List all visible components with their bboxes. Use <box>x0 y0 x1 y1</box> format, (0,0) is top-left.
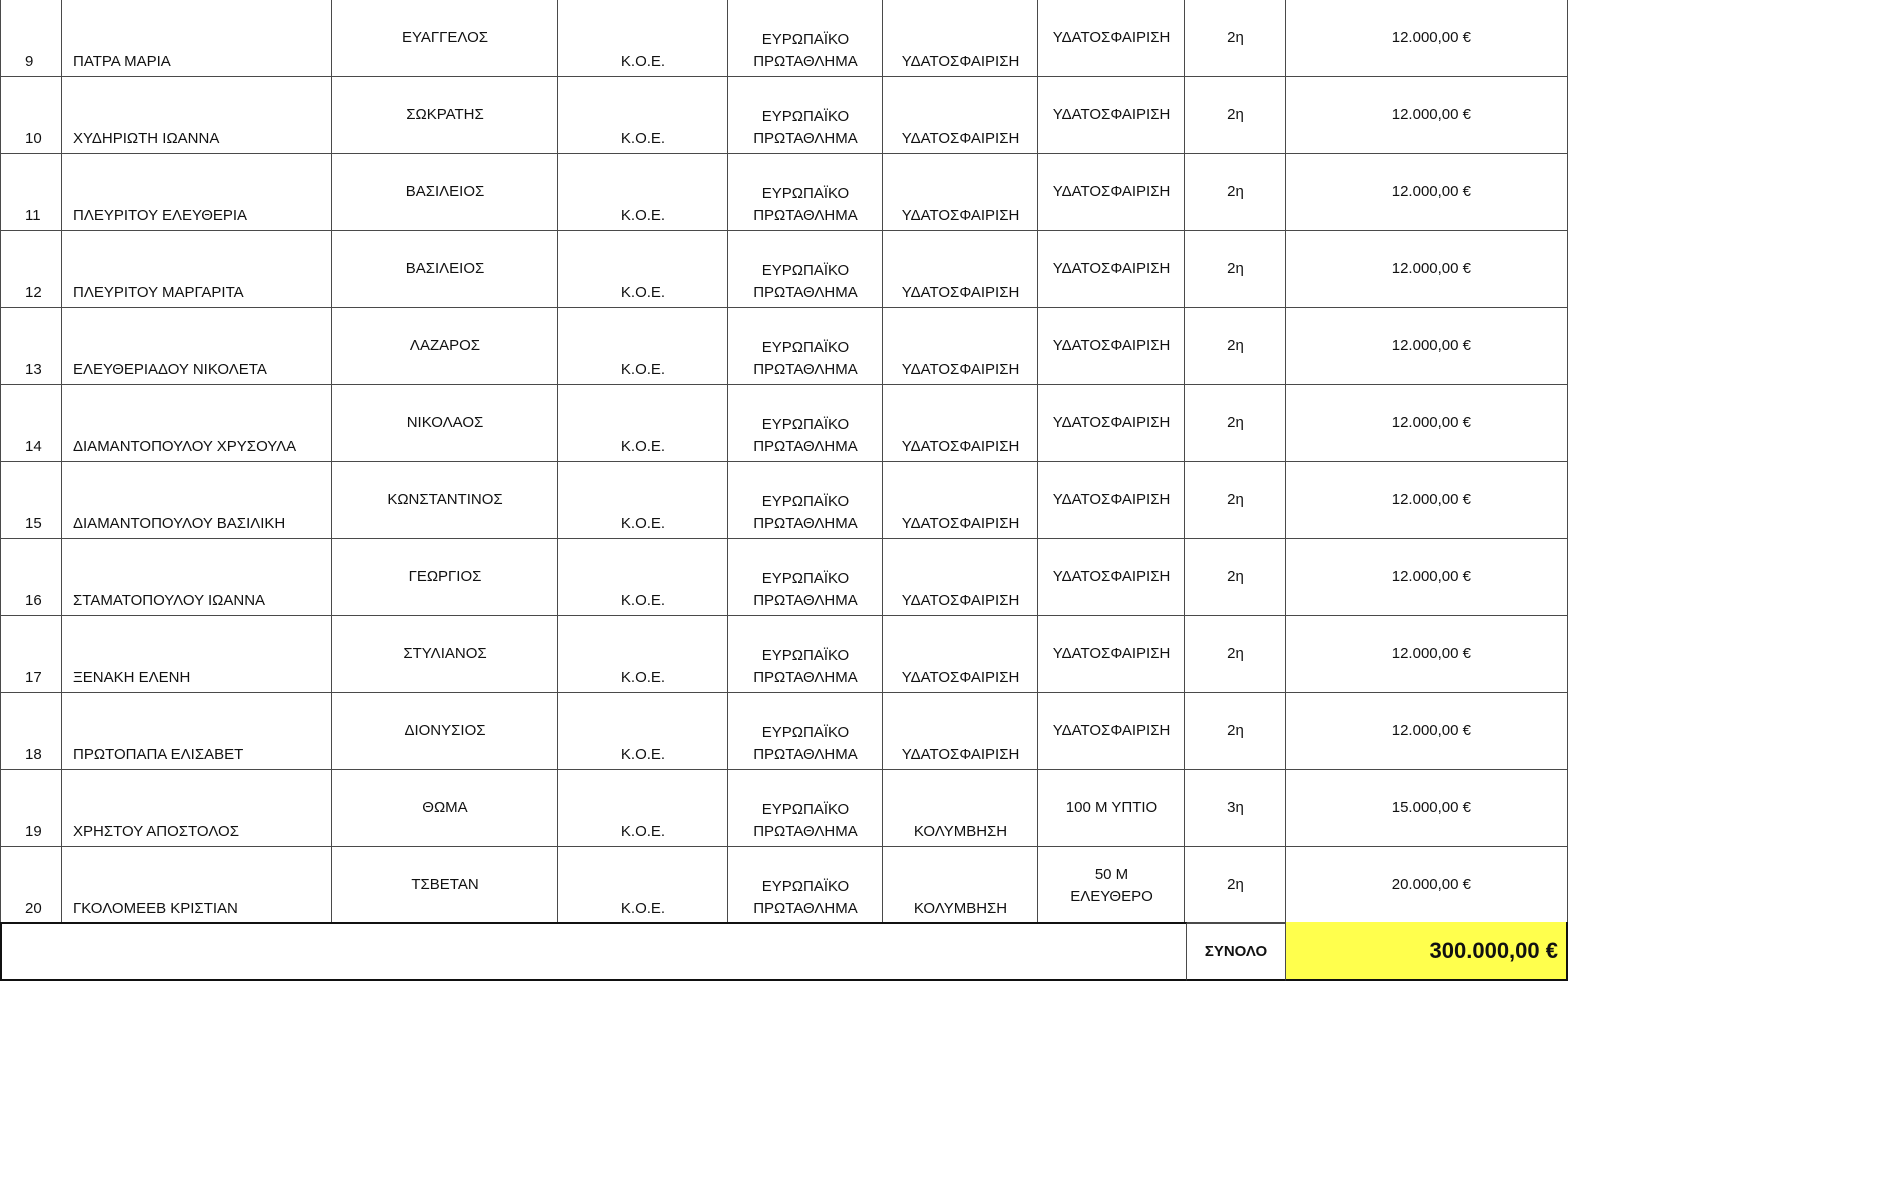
federation-cell <box>558 693 728 770</box>
prize-amount-cell <box>1286 462 1568 539</box>
federation-cell <box>558 154 728 231</box>
athlete-name: ΔΙΑΜΑΝΤΟΠΟΥΛΟΥ ΒΑΣΙΛΙΚΗ <box>73 515 286 532</box>
athlete-name: ΠΡΩΤΟΠΑΠΑ ΕΛΙΣΑΒΕΤ <box>73 746 244 763</box>
competition: ΕΥΡΩΠΑΪΚΟ ΠΡΩΤΑΘΛΗΜΑ <box>753 878 858 917</box>
row-number: 17 <box>25 669 42 686</box>
placing: 2η <box>1227 645 1244 662</box>
placing-cell <box>1185 847 1286 924</box>
federation: Κ.Ο.Ε. <box>620 361 666 378</box>
placing: 2η <box>1227 29 1244 46</box>
row-number: 9 <box>25 53 34 70</box>
sport-cell <box>883 539 1038 616</box>
discipline: ΥΔΑΤΟΣΦΑΙΡΙΣΗ <box>1052 183 1171 200</box>
competition: ΕΥΡΩΠΑΪΚΟ ΠΡΩΤΑΘΛΗΜΑ <box>753 31 858 70</box>
father-name: ΕΥΑΓΓΕΛΟΣ <box>401 29 489 46</box>
athlete-name: ΧΡΗΣΤΟΥ ΑΠΟΣΤΟΛΟΣ <box>73 823 239 840</box>
row-number: 16 <box>25 592 42 609</box>
competition-cell <box>728 770 883 847</box>
row-number: 10 <box>25 130 42 147</box>
competition: ΕΥΡΩΠΑΪΚΟ ΠΡΩΤΑΘΛΗΜΑ <box>753 185 858 224</box>
sport: ΥΔΑΤΟΣΦΑΙΡΙΣΗ <box>901 284 1020 301</box>
row-number: 13 <box>25 361 42 378</box>
father-name-cell <box>332 693 558 770</box>
sport-cell <box>883 616 1038 693</box>
prize-amount: 12.000,00 € <box>1391 568 1471 585</box>
federation: Κ.Ο.Ε. <box>620 669 666 686</box>
sport: ΥΔΑΤΟΣΦΑΙΡΙΣΗ <box>901 53 1020 70</box>
sport: ΥΔΑΤΟΣΦΑΙΡΙΣΗ <box>901 515 1020 532</box>
federation-cell <box>558 462 728 539</box>
discipline: ΥΔΑΤΟΣΦΑΙΡΙΣΗ <box>1052 106 1171 123</box>
prize-amount-cell <box>1286 539 1568 616</box>
father-name-cell <box>332 539 558 616</box>
competition: ΕΥΡΩΠΑΪΚΟ ΠΡΩΤΑΘΛΗΜΑ <box>753 262 858 301</box>
prize-amount-cell <box>1286 231 1568 308</box>
row-number-cell <box>0 616 62 693</box>
prize-amount-cell <box>1286 847 1568 924</box>
placing: 3η <box>1227 799 1244 816</box>
sport-cell <box>883 462 1038 539</box>
prize-amount: 12.000,00 € <box>1391 722 1471 739</box>
athlete-name-cell <box>62 539 332 616</box>
sport: ΥΔΑΤΟΣΦΑΙΡΙΣΗ <box>901 361 1020 378</box>
discipline-cell <box>1038 616 1185 693</box>
athlete-name: ΓΚΟΛΟΜΕΕΒ ΚΡΙΣΤΙΑΝ <box>73 900 238 917</box>
placing-cell <box>1185 231 1286 308</box>
federation-cell <box>558 231 728 308</box>
federation: Κ.Ο.Ε. <box>620 592 666 609</box>
placing-cell <box>1185 77 1286 154</box>
prize-amount: 12.000,00 € <box>1391 29 1471 46</box>
table-row <box>0 539 1568 616</box>
prize-amount-cell <box>1286 154 1568 231</box>
prize-amount: 15.000,00 € <box>1391 799 1471 816</box>
discipline-cell <box>1038 77 1185 154</box>
discipline: ΥΔΑΤΟΣΦΑΙΡΙΣΗ <box>1052 260 1171 277</box>
discipline-cell <box>1038 462 1185 539</box>
placing: 2η <box>1227 106 1244 123</box>
table-row <box>0 77 1568 154</box>
prize-amount: 12.000,00 € <box>1391 106 1471 123</box>
discipline: 100 Μ ΥΠΤΙΟ <box>1065 799 1158 816</box>
sport-cell <box>883 154 1038 231</box>
row-number-cell <box>0 0 62 77</box>
sport-cell <box>883 77 1038 154</box>
prize-amount-cell <box>1286 693 1568 770</box>
federation: Κ.Ο.Ε. <box>620 284 666 301</box>
row-number-cell <box>0 385 62 462</box>
table-row <box>0 616 1568 693</box>
athlete-name: ΞΕΝΑΚΗ ΕΛΕΝΗ <box>73 669 191 686</box>
total-row <box>0 922 1568 981</box>
prize-amount-cell <box>1286 308 1568 385</box>
competition: ΕΥΡΩΠΑΪΚΟ ΠΡΩΤΑΘΛΗΜΑ <box>753 416 858 455</box>
placing: 2η <box>1227 260 1244 277</box>
prize-amount: 12.000,00 € <box>1391 260 1471 277</box>
placing: 2η <box>1227 876 1244 893</box>
sport-cell <box>883 0 1038 77</box>
father-name-cell <box>332 847 558 924</box>
federation-cell <box>558 539 728 616</box>
athlete-name-cell <box>62 231 332 308</box>
prize-amount: 12.000,00 € <box>1391 645 1471 662</box>
competition-cell <box>728 847 883 924</box>
federation-cell <box>558 77 728 154</box>
federation: Κ.Ο.Ε. <box>620 823 666 840</box>
competition-cell <box>728 154 883 231</box>
placing-cell <box>1185 539 1286 616</box>
discipline-cell <box>1038 0 1185 77</box>
table-row <box>0 693 1568 770</box>
federation: Κ.Ο.Ε. <box>620 438 666 455</box>
sport: ΚΟΛΥΜΒΗΣΗ <box>913 823 1008 840</box>
sport-cell <box>883 693 1038 770</box>
father-name-cell <box>332 385 558 462</box>
placing: 2η <box>1227 337 1244 354</box>
placing: 2η <box>1227 568 1244 585</box>
discipline-cell <box>1038 693 1185 770</box>
prize-amount-cell <box>1286 0 1568 77</box>
athlete-name: ΠΛΕΥΡΙΤΟΥ ΜΑΡΓΑΡΙΤΑ <box>73 284 244 301</box>
discipline-cell <box>1038 308 1185 385</box>
competition-cell <box>728 462 883 539</box>
discipline: ΥΔΑΤΟΣΦΑΙΡΙΣΗ <box>1052 414 1171 431</box>
row-number: 15 <box>25 515 42 532</box>
prize-amount-cell <box>1286 770 1568 847</box>
federation-cell <box>558 770 728 847</box>
father-name-cell <box>332 77 558 154</box>
father-name: ΣΤΥΛΙΑΝΟΣ <box>403 645 487 662</box>
federation: Κ.Ο.Ε. <box>620 130 666 147</box>
federation: Κ.Ο.Ε. <box>620 746 666 763</box>
sport: ΥΔΑΤΟΣΦΑΙΡΙΣΗ <box>901 746 1020 763</box>
father-name-cell <box>332 462 558 539</box>
discipline: ΥΔΑΤΟΣΦΑΙΡΙΣΗ <box>1052 337 1171 354</box>
federation-cell <box>558 308 728 385</box>
athlete-name-cell <box>62 385 332 462</box>
athlete-name-cell <box>62 0 332 77</box>
placing-cell <box>1185 616 1286 693</box>
federation-cell <box>558 0 728 77</box>
sport-cell <box>883 231 1038 308</box>
sport-cell <box>883 385 1038 462</box>
table-row <box>0 770 1568 847</box>
row-number-cell <box>0 539 62 616</box>
sport: ΥΔΑΤΟΣΦΑΙΡΙΣΗ <box>901 438 1020 455</box>
discipline-cell <box>1038 154 1185 231</box>
table-row <box>0 847 1568 924</box>
sport: ΥΔΑΤΟΣΦΑΙΡΙΣΗ <box>901 130 1020 147</box>
athlete-name-cell <box>62 847 332 924</box>
discipline-cell <box>1038 385 1185 462</box>
prize-amount: 12.000,00 € <box>1391 491 1471 508</box>
placing: 2η <box>1227 183 1244 200</box>
competition: ΕΥΡΩΠΑΪΚΟ ΠΡΩΤΑΘΛΗΜΑ <box>753 724 858 763</box>
competition: ΕΥΡΩΠΑΪΚΟ ΠΡΩΤΑΘΛΗΜΑ <box>753 647 858 686</box>
total-empty-cell <box>0 922 1187 981</box>
athlete-name: ΕΛΕΥΘΕΡΙΑΔΟΥ ΝΙΚΟΛΕΤΑ <box>73 361 267 378</box>
placing-cell <box>1185 693 1286 770</box>
discipline-cell <box>1038 539 1185 616</box>
father-name: ΝΙΚΟΛΑΟΣ <box>406 414 484 431</box>
competition-cell <box>728 693 883 770</box>
federation-cell <box>558 847 728 924</box>
sport-cell <box>883 308 1038 385</box>
competition-cell <box>728 308 883 385</box>
competition: ΕΥΡΩΠΑΪΚΟ ΠΡΩΤΑΘΛΗΜΑ <box>753 801 858 840</box>
father-name-cell <box>332 770 558 847</box>
sport: ΚΟΛΥΜΒΗΣΗ <box>913 900 1008 917</box>
row-number-cell <box>0 462 62 539</box>
prize-amount: 12.000,00 € <box>1391 183 1471 200</box>
sport-cell <box>883 770 1038 847</box>
table-row <box>0 385 1568 462</box>
discipline-cell <box>1038 847 1185 924</box>
prize-amount: 12.000,00 € <box>1391 414 1471 431</box>
competition: ΕΥΡΩΠΑΪΚΟ ΠΡΩΤΑΘΛΗΜΑ <box>753 570 858 609</box>
total-value: 300.000,00 € <box>1286 922 1568 981</box>
athlete-name-cell <box>62 770 332 847</box>
athlete-name-cell <box>62 308 332 385</box>
placing-cell <box>1185 308 1286 385</box>
placing-cell <box>1185 154 1286 231</box>
row-number: 12 <box>25 284 42 301</box>
discipline: ΥΔΑΤΟΣΦΑΙΡΙΣΗ <box>1052 722 1171 739</box>
row-number-cell <box>0 308 62 385</box>
row-number-cell <box>0 770 62 847</box>
total-label: ΣΥΝΟΛΟ <box>1187 922 1286 981</box>
discipline: ΥΔΑΤΟΣΦΑΙΡΙΣΗ <box>1052 491 1171 508</box>
table-row <box>0 462 1568 539</box>
father-name: ΒΑΣΙΛΕΙΟΣ <box>405 260 485 277</box>
father-name: ΚΩΝΣΤΑΝΤΙΝΟΣ <box>387 491 503 508</box>
row-number: 11 <box>25 207 41 224</box>
row-number: 18 <box>25 746 42 763</box>
row-number: 19 <box>25 823 42 840</box>
athlete-name: ΣΤΑΜΑΤΟΠΟΥΛΟΥ ΙΩΑΝΝΑ <box>73 592 266 609</box>
prize-amount: 20.000,00 € <box>1391 876 1471 893</box>
federation: Κ.Ο.Ε. <box>620 900 666 917</box>
father-name: ΒΑΣΙΛΕΙΟΣ <box>405 183 485 200</box>
federation-cell <box>558 616 728 693</box>
row-number-cell <box>0 231 62 308</box>
father-name-cell <box>332 308 558 385</box>
prize-amount: 12.000,00 € <box>1391 337 1471 354</box>
prize-amount-cell <box>1286 77 1568 154</box>
row-number-cell <box>0 154 62 231</box>
athlete-name-cell <box>62 616 332 693</box>
father-name: ΘΩΜΑ <box>422 799 468 816</box>
federation: Κ.Ο.Ε. <box>620 207 666 224</box>
athlete-name: ΔΙΑΜΑΝΤΟΠΟΥΛΟΥ ΧΡΥΣΟΥΛΑ <box>73 438 297 455</box>
sport: ΥΔΑΤΟΣΦΑΙΡΙΣΗ <box>901 669 1020 686</box>
table-row <box>0 0 1568 77</box>
table-row <box>0 154 1568 231</box>
discipline-cell <box>1038 231 1185 308</box>
father-name: ΛΑΖΑΡΟΣ <box>409 337 481 354</box>
placing-cell <box>1185 385 1286 462</box>
federation-cell <box>558 385 728 462</box>
athlete-name-cell <box>62 693 332 770</box>
athlete-name: ΠΑΤΡΑ ΜΑΡΙΑ <box>73 53 171 70</box>
competition: ΕΥΡΩΠΑΪΚΟ ΠΡΩΤΑΘΛΗΜΑ <box>753 108 858 147</box>
row-number: 14 <box>25 438 42 455</box>
placing-cell <box>1185 462 1286 539</box>
sport: ΥΔΑΤΟΣΦΑΙΡΙΣΗ <box>901 207 1020 224</box>
father-name-cell <box>332 231 558 308</box>
athlete-name: ΠΛΕΥΡΙΤΟΥ ΕΛΕΥΘΕΡΙΑ <box>73 207 248 224</box>
placing: 2η <box>1227 722 1244 739</box>
competition-cell <box>728 539 883 616</box>
athlete-name-cell <box>62 154 332 231</box>
federation: Κ.Ο.Ε. <box>620 53 666 70</box>
prize-amount-cell <box>1286 616 1568 693</box>
athlete-name-cell <box>62 77 332 154</box>
sport: ΥΔΑΤΟΣΦΑΙΡΙΣΗ <box>901 592 1020 609</box>
competition: ΕΥΡΩΠΑΪΚΟ ΠΡΩΤΑΘΛΗΜΑ <box>753 493 858 532</box>
placing: 2η <box>1227 491 1244 508</box>
father-name-cell <box>332 154 558 231</box>
father-name-cell <box>332 616 558 693</box>
father-name: ΓΕΩΡΓΙΟΣ <box>408 568 482 585</box>
athlete-name: ΧΥΔΗΡΙΩΤΗ ΙΩΑΝΝΑ <box>73 130 220 147</box>
competition-cell <box>728 0 883 77</box>
discipline: ΥΔΑΤΟΣΦΑΙΡΙΣΗ <box>1052 645 1171 662</box>
father-name: ΣΩΚΡΑΤΗΣ <box>406 106 484 123</box>
table-row <box>0 231 1568 308</box>
competition-cell <box>728 616 883 693</box>
table-row <box>0 308 1568 385</box>
placing-cell <box>1185 0 1286 77</box>
discipline: ΥΔΑΤΟΣΦΑΙΡΙΣΗ <box>1052 29 1171 46</box>
placing-cell <box>1185 770 1286 847</box>
father-name: ΔΙΟΝΥΣΙΟΣ <box>404 722 486 739</box>
competition: ΕΥΡΩΠΑΪΚΟ ΠΡΩΤΑΘΛΗΜΑ <box>753 339 858 378</box>
row-number-cell <box>0 77 62 154</box>
competition-cell <box>728 231 883 308</box>
discipline: 50 Μ ΕΛΕΥΘΕΡΟ <box>1070 866 1153 905</box>
placing: 2η <box>1227 414 1244 431</box>
prize-amount-cell <box>1286 385 1568 462</box>
row-number-cell <box>0 847 62 924</box>
row-number: 20 <box>25 900 42 917</box>
competition-cell <box>728 385 883 462</box>
federation: Κ.Ο.Ε. <box>620 515 666 532</box>
father-name: ΤΣΒΕΤΑΝ <box>411 876 479 893</box>
father-name-cell <box>332 0 558 77</box>
sport-cell <box>883 847 1038 924</box>
discipline-cell <box>1038 770 1185 847</box>
athlete-name-cell <box>62 462 332 539</box>
competition-cell <box>728 77 883 154</box>
row-number-cell <box>0 693 62 770</box>
discipline: ΥΔΑΤΟΣΦΑΙΡΙΣΗ <box>1052 568 1171 585</box>
